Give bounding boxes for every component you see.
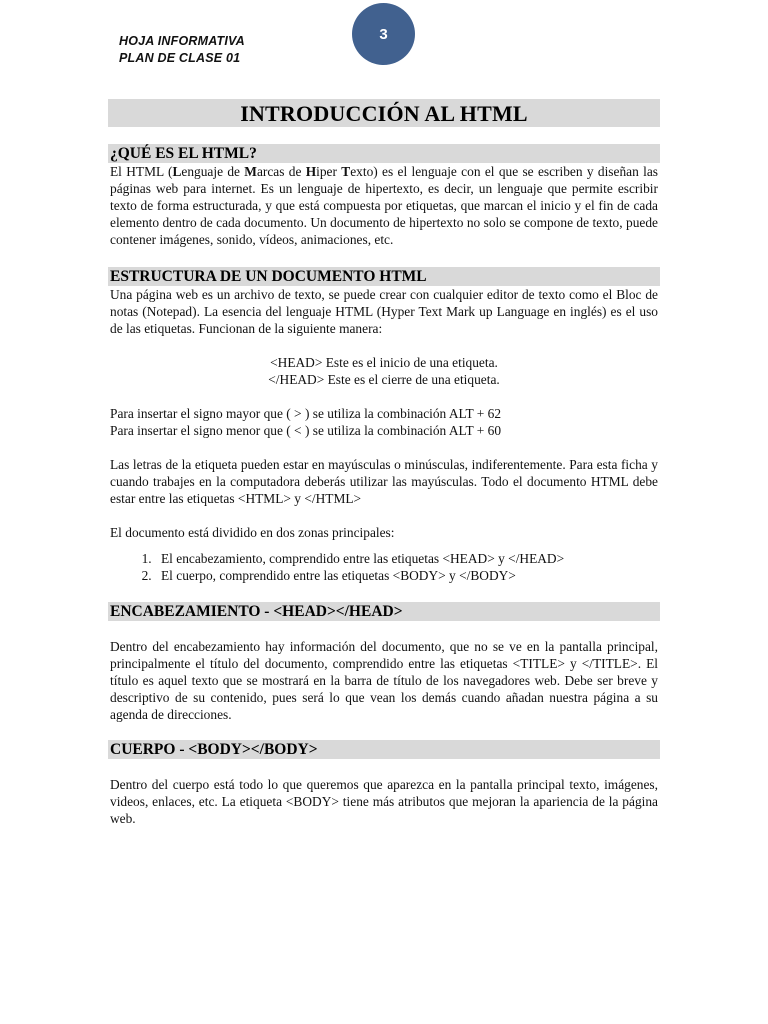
acronym-letter: M [244, 164, 257, 179]
case-paragraph: Las letras de la etiqueta pueden estar en mayúsculas o minúsculas, indiferentemente. Para esta ficha y cuando trabajes en la computadora deberás utilizar las mayúsculas. Todo el documento HTML debe estar entre las etiquetas <HTML> y </HTML> [110, 457, 658, 506]
section-heading-structure: ESTRUCTURA DE UN DOCUMENTO HTML [108, 267, 660, 286]
section-heading-what-is-html: ¿QUÉ ES EL HTML? [108, 144, 660, 163]
document-header [119, 33, 245, 67]
text-run: El HTML ( [110, 164, 173, 179]
text-run: exto) es el lenguaje con el que se escriben y diseñan las páginas web para internet. Es un lenguaje de hipertexto, es decir, un lenguaje que permite escribir texto de forma estructurada, y que está compuesta por etiquetas, que marcan el inicio y el fin de cada elemento dentro de cada documento. Un documento de hipertexto no solo se compone de texto, puede contener imágenes, sonido, vídeos, animaciones, etc. [110, 164, 658, 247]
text-run: arcas de [256, 164, 306, 179]
section-paragraph-what-is-html [108, 163, 660, 248]
header-line-1: HOJA INFORMATIVA [119, 34, 245, 48]
tag-open-example: <HEAD> Este es el inicio de una etiqueta. [270, 355, 498, 370]
section-paragraph-body: Dentro del cuerpo está todo lo que queremos que aparezca en la pantalla principal texto, imágenes, videos, enlaces, etc. La etiqueta <BODY> tiene más atributos que mejoran la apariencia de la página web. [110, 777, 658, 826]
document-body [108, 99, 660, 827]
text-run: enguaje de [181, 164, 245, 179]
tag-close-example: </HEAD> Este es el cierre de una etiqueta. [268, 372, 500, 387]
page-title: INTRODUCCIÓN AL HTML [108, 99, 660, 127]
text-run: iper [316, 164, 342, 179]
zones-intro: El documento está dividido en dos zonas principales: [110, 525, 395, 540]
section-paragraph-head: Dentro del encabezamiento hay información del documento, que no se ve en la pantalla principal, principalmente el título del documento, comprendido entre las etiquetas <TITLE> y </TITLE>. El título es aquel texto que se mostrará en la barra de título de los navegadores web. Debe ser breve y descriptivo de su contenido, pues será lo que vean los demás cuando añadan nuestra página a su agenda de direcciones. [110, 639, 658, 722]
section-heading-head: ENCABEZAMIENTO - <HEAD></HEAD> [108, 602, 660, 621]
acronym-letter: L [172, 164, 182, 179]
section-paragraph-structure: Una página web es un archivo de texto, se puede crear con cualquier editor de texto como el Bloc de notas (Notepad). La esencia del lenguaje HTML (Hyper Text Mark up Language en inglés) es el uso de las etiquetas. Funcionan de la siguiente manera: [110, 287, 658, 336]
zones-list [108, 550, 660, 584]
alt-less-instruction: Para insertar el signo menor que ( < ) se utiliza la combinación ALT + 60 [110, 423, 502, 438]
section-heading-body: CUERPO - <BODY></BODY> [108, 740, 660, 759]
header-line-2: PLAN DE CLASE 01 [119, 51, 241, 65]
list-item: 2. El cuerpo, comprendido entre las etiquetas <BODY> y </BODY> [155, 567, 660, 584]
alt-greater-instruction: Para insertar el signo mayor que ( > ) se utiliza la combinación ALT + 62 [110, 406, 502, 421]
list-item: 1. El encabezamiento, comprendido entre las etiquetas <HEAD> y </HEAD> [155, 550, 660, 567]
acronym-letter: H [305, 164, 317, 179]
page-number-badge: 3 [352, 3, 415, 65]
acronym-letter: T [341, 164, 351, 179]
